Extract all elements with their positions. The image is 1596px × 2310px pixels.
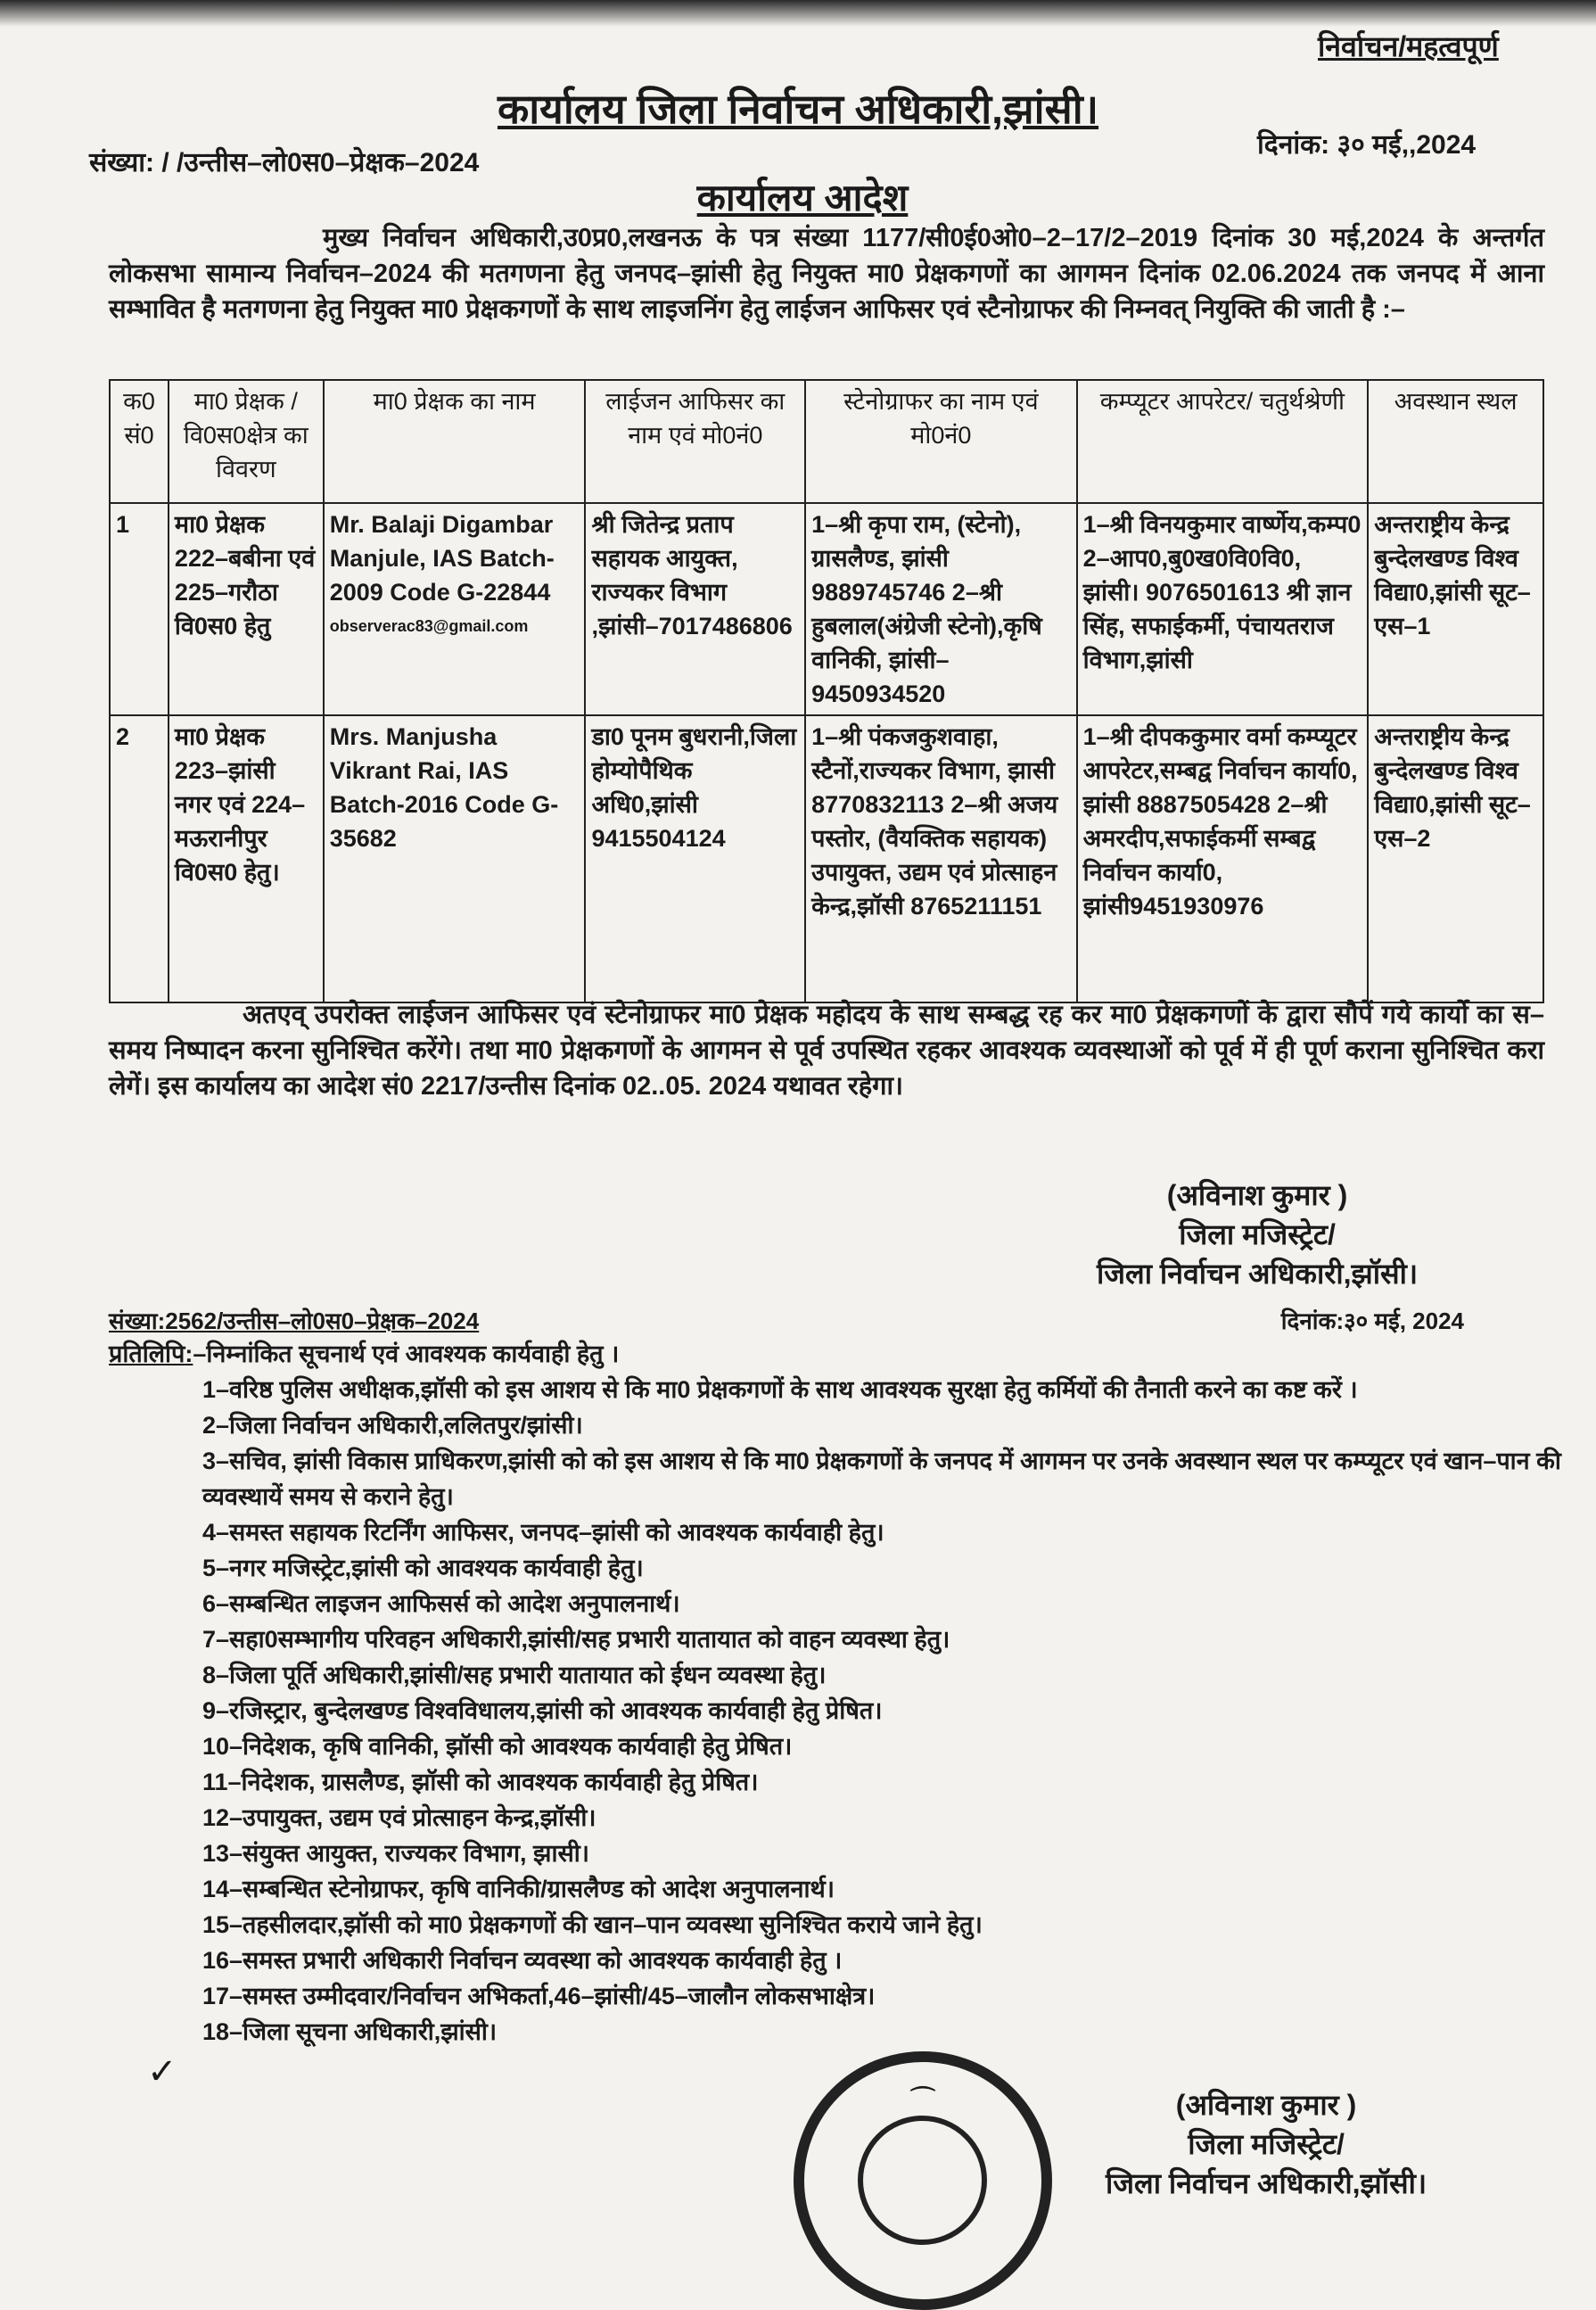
liaison-cell: श्री जितेन्द्र प्रताप सहायक आयुक्त, राज्यकर विभाग ,झांसी–7017486806 (585, 503, 805, 715)
liaison-cell: डा0 पूनम बुधरानी,जिला होम्योपैथिक अधि0,झांसी 9415504124 (585, 715, 805, 1002)
copy-list-item: 3–सचिव, झांसी विकास प्राधिकरण,झांसी को को इस आशय से कि मा0 प्रेक्षकगणों के जनपद में आगमन पर उनके अवस्थान स्थल पर कम्प्यूटर एवं खान–पान की व्यवस्थायें समय से कराने हेतु। (202, 1448, 1561, 1510)
col-header: मा0 प्रेक्षक /वि0स0क्षेत्र का विवरण (169, 380, 324, 503)
table-row (110, 715, 1543, 1002)
signature-block-bottom (1106, 2085, 1427, 2203)
appointment-table (109, 379, 1544, 1003)
copy-list-item: 12–उपायुक्त, उद्यम एवं प्रोत्साहन केन्द्र,झॉसी। (202, 1804, 596, 1831)
checkmark-icon: ✓ (147, 2052, 177, 2091)
steno-cell: 1–श्री कृपा राम, (स्टेनो), ग्रासलैण्ड, झांसी 9889745746 2–श्री हुबलाल(अंग्रेजी स्टेनो),कृषि वानिकी, झांसी–9450934520 (805, 503, 1076, 715)
copy-list-item: 9–रजिस्ट्रार, बुन्देलखण्ड विश्वविधालय,झांसी को आवश्यक कार्यवाही हेतु प्रेषित। (202, 1697, 883, 1724)
copy-list-item: 13–संयुक्त आयुक्त, राज्यकर विभाग, झासी। (202, 1840, 589, 1867)
signature-block (1097, 1176, 1418, 1293)
operator-cell: 1–श्री दीपककुमार वर्मा कम्प्यूटर आपरेटर,सम्बद्व निर्वाचन कार्या0, झांसी 8887505428 2–श्री अमरदीप,सफाईकर्मी सम्बद्व निर्वाचन कार्या0, झांसी9451930976 (1077, 715, 1369, 1002)
copy-reference-line (109, 1304, 1464, 1336)
signatory-title: जिला मजिस्ट्रेट/ (1188, 2128, 1345, 2160)
order-title: कार्यालय आदेश (696, 177, 909, 219)
office-title: कार्यालय जिला निर्वाचन अधिकारी,झांसी। (497, 86, 1099, 132)
copy-list-item: 16–समस्त प्रभारी अधिकारी निर्वाचन व्यवस्था को आवश्यक कार्यवाही हेतु । (202, 1947, 843, 1974)
signatory-name: (अविनाश कुमार ) (1166, 1179, 1348, 1211)
observer-cell (324, 503, 586, 715)
copy-list-item: 10–निदेशक, कृषि वानिकी, झॉसी को आवश्यक कार्यवाही हेतु प्रेषित। (202, 1733, 793, 1760)
signatory-title: जिला मजिस्ट्रेट/ (1179, 1218, 1336, 1250)
copy-list-item: 8–जिला पूर्ति अधिकारी,झांसी/सह प्रभारी यातायात को ईधन व्यवस्था हेतु। (202, 1662, 827, 1688)
copy-list-item: 6–सम्बन्धित लाइजन आफिसर्स को आदेश अनुपालनार्थ। (202, 1590, 680, 1617)
reference-number: संख्या: / /उन्तीस–लो0स0–प्रेक्षक–2024 (89, 148, 480, 177)
observer-cell: Mrs. Manjusha Vikrant Rai, IAS Batch-2016 Code G-35682 (324, 715, 586, 1002)
col-header: क0 सं0 (110, 380, 169, 503)
observer-name: Mr. Balaji Digambar Manjule, IAS Batch-2009 Code G-22844 (329, 511, 555, 606)
order-date: दिनांक: ३० मई,,2024 (1257, 130, 1477, 160)
area-cell: मा0 प्रेक्षक 222–बबीना एवं 225–गरौठा वि0स0 हेतु (169, 503, 324, 715)
operator-cell: 1–श्री विनयकुमार वार्ष्णेय,कम्प0 2–आप0,बु0ख0वि0वि0, झांसी। 9076501613 श्री ज्ञान सिंह, सफाईकर्मी, पंचायतराज विभाग,झांसी (1077, 503, 1369, 715)
steno-cell: 1–श्री पंकजकुशवाहा, स्टैनों,राज्यकर विभाग, झासी 8770832113 2–श्री अजय पस्तोर, (वैयक्तिक सहायक) उपायुक्त, उद्यम एवं प्रोत्साहन केन्द्र,झॉसी 8765211151 (805, 715, 1076, 1002)
table-row (110, 503, 1543, 715)
observer-email: observerac83@gmail.com (329, 617, 529, 635)
col-header: लाईजन आफिसर का नाम एवं मो0नं0 (585, 380, 805, 503)
col-header: स्टेनोग्राफर का नाम एवं मो0नं0 (805, 380, 1076, 503)
copy-heading: प्रतिलिपि: (109, 1341, 193, 1367)
serial-cell: 2 (110, 715, 169, 1002)
signatory-office: जिला निर्वाचन अधिकारी,झॉसी। (1106, 2167, 1427, 2199)
copy-list-item: 17–समस्त उम्मीदवार/निर्वाचन अभिकर्ता,46–झांसी/45–जालौन लोकसभाक्षेत्र। (202, 1983, 876, 2009)
venue-cell: अन्तराष्ट्रीय केन्द्र बुन्देलखण्ड विश्व विद्या0,झांसी सूट–एस–1 (1368, 503, 1543, 715)
col-header: कम्प्यूटर आपरेटर/ चतुर्थश्रेणी (1077, 380, 1369, 503)
table-header-row (110, 380, 1543, 503)
copy-list-item: 5–नगर मजिस्ट्रेट,झांसी को आवश्यक कार्यवाही हेतु। (202, 1555, 644, 1581)
col-header: अवस्थान स्थल (1368, 380, 1543, 503)
photo-edge (0, 0, 1596, 27)
signatory-name: (अविनाश कुमार ) (1175, 2089, 1357, 2121)
col-header: मा0 प्रेक्षक का नाम (324, 380, 586, 503)
office-seal: ⌒ (794, 2051, 1052, 2310)
copy-reference-number: संख्या:2562/उन्तीस–लो0स0–प्रेक्षक–2024 (109, 1308, 480, 1334)
category-tag: निर्वाचन/महत्वपूर्ण (1318, 30, 1499, 62)
copy-list-item: 1–वरिष्ठ पुलिस अधीक्षक,झॉसी को इस आशय से कि मा0 प्रेक्षकगणों के साथ आवश्यक सुरक्षा हेतु कर्मियों की तैनाती करने का कष्ट करें । (202, 1376, 1358, 1403)
copy-list-item: 14–सम्बन्धित स्टेनोग्राफर, कृषि वानिकी/ग्रासलैण्ड को आदेश अनुपालनार्थ। (202, 1876, 835, 1902)
copy-date: दिनांक:३० मई, 2024 (1280, 1308, 1464, 1334)
copy-list-item: 2–जिला निर्वाचन अधिकारी,ललितपुर/झांसी। (202, 1412, 583, 1439)
serial-cell: 1 (110, 503, 169, 715)
copy-list (109, 1336, 1571, 2050)
area-cell: मा0 प्रेक्षक 223–झांसी नगर एवं 224–मऊरानीपुर वि0स0 हेतु। (169, 715, 324, 1002)
copy-list-item: 7–सहा0सम्भागीय परिवहन अधिकारी,झांसी/सह प्रभारी यातायात को वाहन व्यवस्था हेतु। (202, 1626, 950, 1653)
signatory-office: जिला निर्वाचन अधिकारी,झॉसी। (1097, 1258, 1419, 1290)
closing-paragraph: अतएव् उपरोक्त लाईजन आफिसर एवं स्टेनोग्राफर मा0 प्रेक्षक महोदय के साथ सम्बद्ध रह कर मा0 प्रेक्षकगणों के द्वारा सौपें गये कार्यो का स–समय निष्पादन करना सुनिश्चित करेंगे। तथा मा0 प्रेक्षकगणों के आगमन से पूर्व उपस्थित रहकर आवश्यक व्यवस्थाओं को पूर्व में ही पूर्ण कराना सुनिश्चित करा लेगें। इस कार्यालय का आदेश सं0 2217/उन्तीस दिनांक 02..05. 2024 यथावत रहेगा। (109, 1001, 1544, 1101)
copy-list-item: 11–निदेशक, ग्रासलैण्ड, झॉसी को आवश्यक कार्यवाही हेतु प्रेषित। (202, 1769, 759, 1795)
copy-heading-rest: –निम्नांकित सूचनार्थ एवं आवश्यक कार्यवाही हेतु । (193, 1341, 620, 1367)
intro-paragraph: मुख्य निर्वाचन अधिकारी,उ0प्र0,लखनऊ के पत्र संख्या 1177/सी0ई0ओ0–2–17/2–2019 दिनांक 30 मई,2024 के अन्तर्गत लोकसभा सामान्य निर्वाचन–2024 की मतगणना हेतु जनपद–झांसी हेतु नियुक्त मा0 प्रेक्षकगणों का आगमन दिनांक 02.06.2024 तक जनपद में आना सम्भावित है मतगणना हेतु नियुक्त मा0 प्रेक्षकगणों के साथ लाइजनिंग हेतु लाईजन आफिसर एवं स्टैनोग्राफर की निम्नवत् नियुक्ति की जाती है :– (109, 224, 1544, 324)
copy-list-item: 18–जिला सूचना अधिकारी,झांसी। (202, 2018, 498, 2045)
venue-cell: अन्तराष्ट्रीय केन्द्र बुन्देलखण्ड विश्व विद्या0,झांसी सूट–एस–2 (1368, 715, 1543, 1002)
copy-list-item: 15–तहसीलदार,झॉसी को मा0 प्रेक्षकगणों की खान–पान व्यवस्था सुनिश्चित कराये जाने हेतु। (202, 1911, 983, 1938)
copy-list-item: 4–समस्त सहायक रिटर्निंग आफिसर, जनपद–झांसी को आवश्यक कार्यवाही हेतु। (202, 1519, 884, 1546)
